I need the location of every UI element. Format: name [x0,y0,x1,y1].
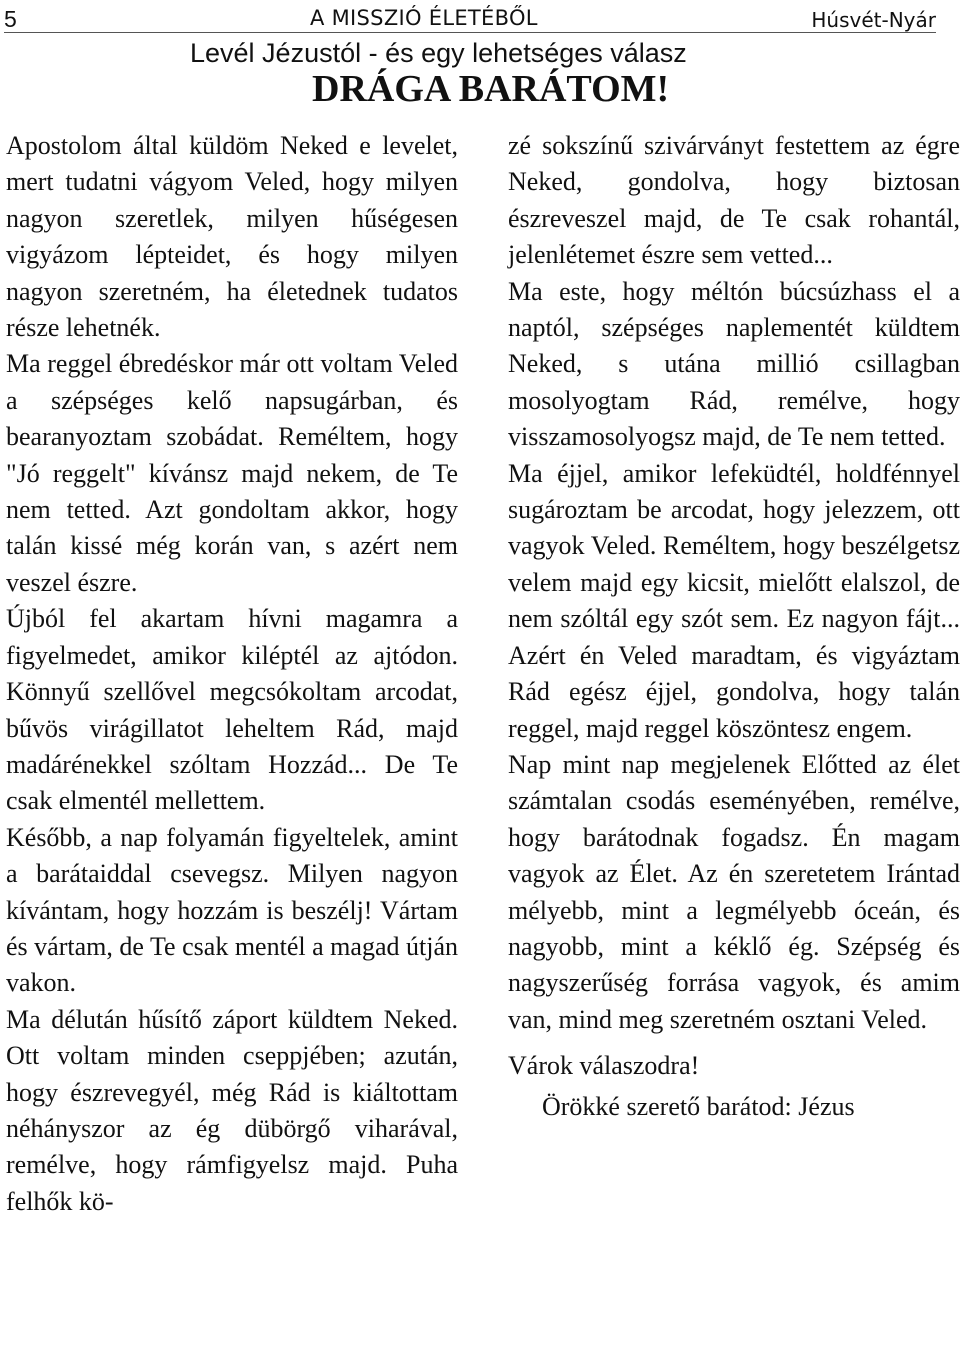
paragraph: Ma reggel ébredéskor már ott voltam Veled a szépséges kelő napsugárban, és bearanyoztam szobádat. Reméltem, hogy "Jó reggelt" kívánsz majd nekem, de Te nem tetted. Azt gondoltam akkor, hogy talán kissé még korán van, s azért nem veszel észre. [6,349,458,597]
paragraph: Ma délután hűsítő záport küldtem Neked. Ott voltam minden cseppjében; azután, hogy észrevegyél, még Rád is kiáltottam néhányszor az ég dübörgő viharával, remélve, hogy rámfigyelsz majd. Puha felhők kö- [6,1004,458,1216]
right-column [508,128,960,1125]
paragraph: Nap mint nap megjelenek Előtted az élet számtalan csodás eseményében, remélve, hogy barátodnak fogadsz. Én magam vagyok az Élet. Az én szeretetem Irántad mélyebb, mint a legmélyebb óceán, és nagyobb, mint a kéklő ég. Szépség és nagyszerűség forrása vagyok, és amim van, mind meg szeretném osztani Veled. [508,749,960,1034]
signature: Örökké szerető barátod: Jézus [542,1091,855,1121]
closing-line: Várok válaszodra! [508,1051,700,1081]
paragraph: zé sokszínű szivárványt festettem az égre Neked, gondolva, hogy biztosan észreveszel majd, de Te csak rohantál, jelenlétemet észre sem vetted... [508,131,960,270]
issue-label: Húsvét-Nyár [811,8,936,32]
article-title: DRÁGA BARÁTOM! [312,68,670,110]
paragraph: Apostolom által küldöm Neked e levelet, mert tudatni vágyom Veled, hogy milyen nagyon szeretlek, milyen hűségesen vigyázom lépteidet, és hogy milyen nagyon szeretném, ha életednek tudatos része lehetnék. [6,131,458,343]
article-subtitle: Levél Jézustól - és egy lehetséges válasz [190,38,687,68]
page-number: 5 [4,6,17,32]
paragraph: Újból fel akartam hívni magamra a figyelmedet, amikor kiléptél az ajtódon. Könnyű szellővel megcsókoltam arcodat, bűvös virágillatot leheltem Rád, majd madárénekkel szóltam Hozzád... De Te csak elmentél mellettem. [6,604,458,816]
left-column [6,128,458,1220]
paragraph: Ma éjjel, amikor lefeküdtél, holdfénnyel sugároztam be arcodat, hogy jelezzem, ott vagyok Veled. Reméltem, hogy beszélgetsz velem majd egy kicsit, mielőtt elalszol, de nem szóltál egy szót sem. Ez nagyon fájt... Azért én Veled maradtam, és vigyáztam Rád egész éjjel, gondolva, hogy talán reggel, majd reggel köszöntesz engem. [508,458,960,743]
page-header [4,2,936,33]
publication-title: A MISSZIÓ ÉLETÉBŐL [310,6,538,30]
paragraph: Ma este, hogy méltón búcsúzhass el a naptól, szépséges naplementét küldtem Neked, s utána millió csillagban mosolyogtam Rád, remélve, hogy visszamosolyogsz majd, de Te nem tetted. [508,276,960,452]
paragraph: Később, a nap folyamán figyeltelek, amint a barátaiddal csevegsz. Milyen nagyon kívántam, hogy hozzám is beszélj! Vártam és vártam, de Te csak mentél a magad útján vakon. [6,822,458,998]
